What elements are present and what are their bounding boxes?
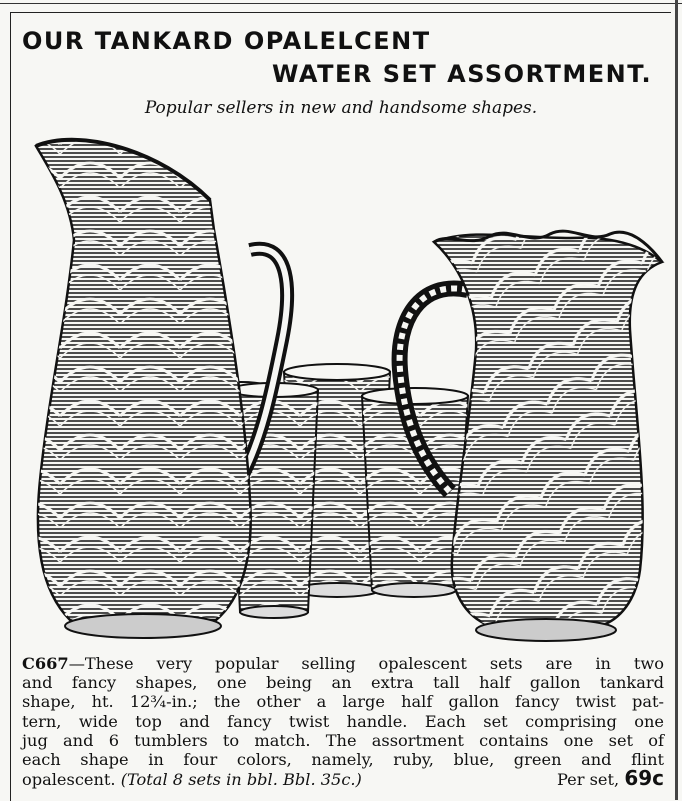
title-line-1: OUR TANKARD OPALELCENT bbox=[22, 27, 431, 55]
description-line-4: tern, wide top and fancy twist handle. Each set comprising one bbox=[22, 711, 664, 731]
description-line-3: shape, ht. 12¾-in.; the other a large half gallon fancy twist pat- bbox=[22, 692, 664, 712]
top-rule bbox=[0, 3, 682, 4]
description-last-line bbox=[22, 766, 664, 791]
price-label: Per set, bbox=[556, 770, 620, 790]
description-line-1: C667—These very popular selling opalescent sets are in two bbox=[22, 654, 664, 673]
shipping-note: (Total 8 sets in bbl. Bbl. 35c.) bbox=[120, 770, 362, 790]
description-line-7-start: opalescent. bbox=[22, 770, 116, 790]
water-set-illustration bbox=[0, 120, 682, 650]
subtitle: Popular sellers in new and handsome shapes. bbox=[144, 98, 538, 118]
description-line-2: and fancy shapes, one being an extra tall half gallon tankard bbox=[22, 673, 664, 693]
description-line-5: jug and 6 tumblers to match. The assortment contains one set of bbox=[22, 730, 664, 750]
catalog-number: C667 bbox=[22, 654, 69, 673]
description-line-6: each shape in four colors, namely, ruby, blue, green and flint bbox=[22, 750, 664, 770]
price: 69c bbox=[624, 766, 664, 791]
product-description bbox=[22, 654, 664, 789]
title-line-2: WATER SET ASSORTMENT. bbox=[272, 60, 653, 88]
